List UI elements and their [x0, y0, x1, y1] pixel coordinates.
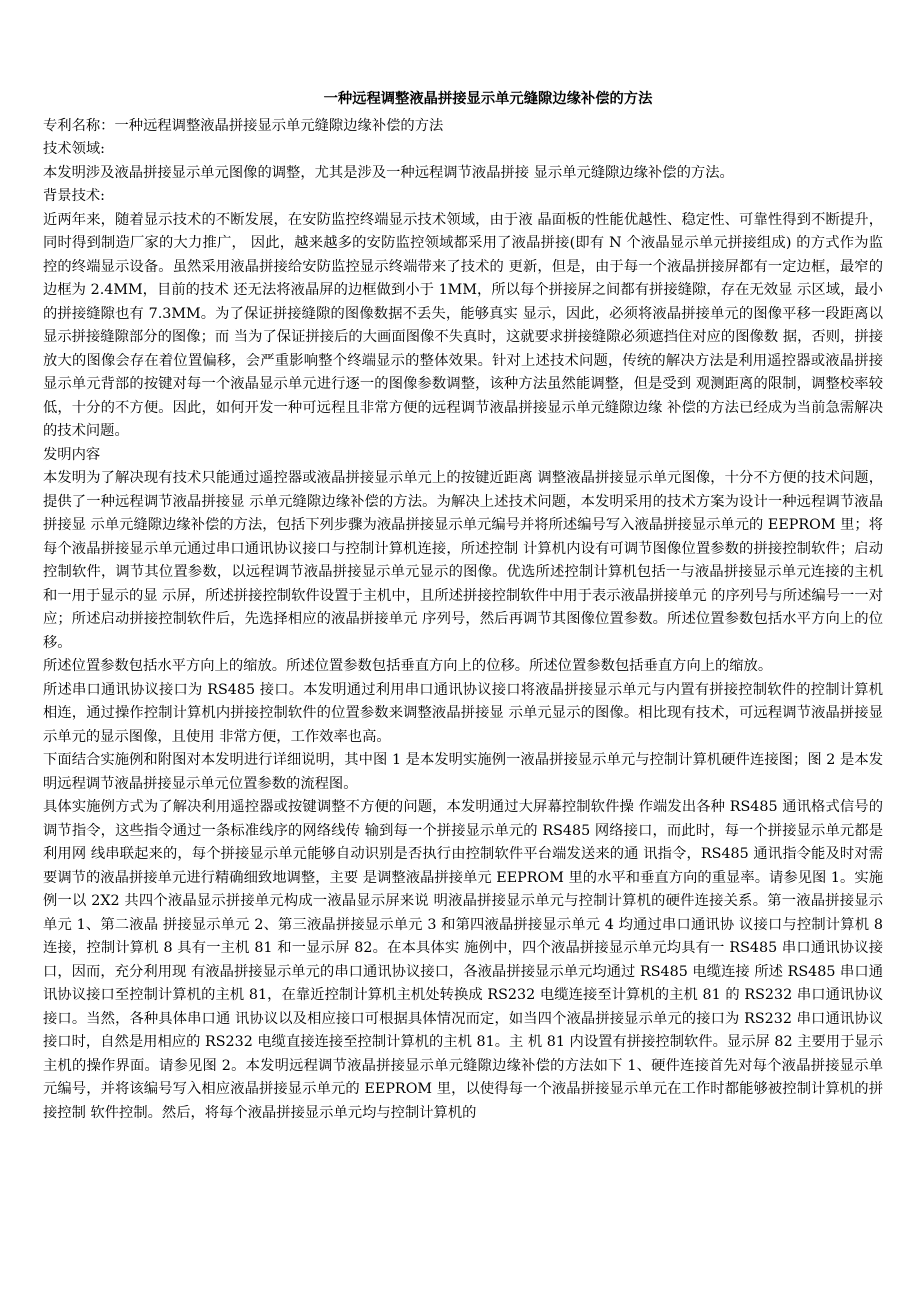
- patent-name: 专利名称：一种远程调整液晶拼接显示单元缝隙边缘补偿的方法: [43, 117, 444, 134]
- field-heading: 技术领域:: [43, 141, 106, 157]
- embodiment-paragraph: 具体实施例方式为了解决利用遥控器或按键调整不方便的问题，本发明通过大屏幕控制软件操 作端发出各种 RS485 通讯格式信号的调节指令，这些指令通过一条标准线序的网络线传 输到每一个拼接显示单元的 RS485 网络接口，而此时，每一个拼接显示单元都是利用网 线串联起来的，每个拼接显示单元能够自动识别是否执行由控制软件平台端发送来的通 讯指令，RS485 通讯指令能及时对需要调节的液晶拼接单元进行精确细致地调整，主要 是调整液晶拼接单元 EEPROM 里的水平和垂直方向的重显率。请参见图 1。实施例一以 2X2 共四个液晶显示拼接单元构成一液晶显示屏来说 明液晶拼接显示单元与控制计算机的硬件连接关系。第一液晶拼接显示单元 1、第二液晶 拼接显示单元 2、第三液晶拼接显示单元 3 和第四液晶拼接显示单元 4 均通过串口通讯协 议接口与控制计算机 8 连接，控制计算机 8 具有一主机 81 和一显示屏 82。在本具体实 施例中，四个液晶拼接显示单元均具有一 RS485 串口通讯协议接口，因而，充分利用现 有液晶拼接显示单元的串口通讯协议接口，各液晶拼接显示单元均通过 RS485 电缆连接 所述 RS485 串口通讯协议接口至控制计算机的主机 81，在靠近控制计算机主机处转换成 RS232 电缆连接至计算机的主机 81 的 RS232 串口通讯协议接口。当然，各种具体串口通 讯协议以及相应接口可根据具体情况而定，如当四个液晶拼接显示单元的接口为 RS232 串口通讯协议接口时，自然是用相应的 RS232 电缆直接连接至控制计算机的主机 81。主 机 81 内设置有拼接控制软件。显示屏 82 主要用于显示主机的操作界面。请参见图 2。本发明远程调节液晶拼接显示单元缝隙边缘补偿的方法如下 1、硬件连接首先对每个液晶拼接显示单元编号，并将该编号写入相应液晶拼接显示单元的 EEPROM 里，以使得每一个液晶拼接显示单元在工作时都能够被控制计算机的拼接控制 软件控制。然后，将每个液晶拼接显示单元均与控制计算机的: [43, 799, 883, 1121]
- invention-paragraph-3: 所述串口通讯协议接口为 RS485 接口。本发明通过利用串口通讯协议接口将液晶拼接显示单元与内置有拼接控制软件的控制计算机相连，通过操作控制计算机内拼接控制软件的位置参数来调整液晶拼接显 示单元显示的图像。相比现有技术，可远程调节液晶拼接显示单元的显示图像，且使用 非常方便，工作效率也高。: [43, 681, 883, 745]
- document-title: 一种远程调整液晶拼接显示单元缝隙边缘补偿的方法: [323, 91, 653, 107]
- background-paragraph: 近两年来，随着显示技术的不断发展，在安防监控终端显示技术领域，由于液 晶面板的性能优越性、稳定性、可靠性得到不断提升，同时得到制造厂家的大力推广， 因此，越来越多的安防监控领域都采用了液晶拼接(即有 N 个液晶显示单元拼接组成) 的方式作为监控的终端显示设备。虽然采用液晶拼接给安防监控显示终端带来了技术的 更新，但是，由于每一个液晶拼接屏都有一定边框，最窄的边框为 2.4MM，目前的技术 还无法将液晶屏的边框做到小于 1MM，所以每个拼接屏之间都有拼接缝隙，存在无效显 示区域，最小的拼接缝隙也有 7.3MM。为了保证拼接缝隙的图像数据不丢失，能够真实 显示，因此，必须将液晶拼接单元的图像平移一段距离以显示拼接缝隙部分的图像；而 当为了保证拼接后的大画面图像不失真时，这就要求拼接缝隙必须遮挡住对应的图像数 据，否则，拼接放大的图像会存在着位置偏移，会严重影响整个终端显示的整体效果。针对上述技术问题，传统的解决方法是利用遥控器或液晶拼接显示单元背部的按键对每一个液晶显示单元进行逐一的图像参数调整，该种方法虽然能调整，但是受到 观测距离的限制，调整校率较低，十分的不方便。因此，如何开发一种可远程且非常方便的远程调节液晶拼接显示单元缝隙边缘 补偿的方法已经成为当前急需解决的技术问题。: [43, 211, 883, 439]
- background-heading: 背景技术:: [43, 188, 106, 204]
- invention-paragraph: 本发明为了解决现有技术只能通过遥控器或液晶拼接显示单元上的按键近距离 调整液晶拼接显示单元图像，十分不方便的技术问题，提供了一种远程调节液晶拼接显 示单元缝隙边缘补偿的方法。为解决上述技术问题，本发明采用的技术方案为设计一种远程调节液晶拼接显 示单元缝隙边缘补偿的方法，包括下列步骤为液晶拼接显示单元编号并将所述编号写入液晶拼接显示单元的 EEPROM 里；将每个液晶拼接显示单元通过串口通讯协议接口与控制计算机连接，所述控制 计算机内设有可调节图像位置参数的拼接控制软件；启动控制软件，调节其位置参数，以远程调节液晶拼接显示单元显示的图像。优选所述控制计算机包括一与液晶拼接显示单元连接的主机和一用于显示的显 示屏，所述拼接控制软件设置于主机中，且所述拼接控制软件中用于表示液晶拼接单元 的序列号与所述编号一一对应；所述启动拼接控制软件后，先选择相应的液晶拼接单元 序列号，然后再调节其图像位置参数。所述位置参数包括水平方向上的位移。: [43, 470, 883, 651]
- document-page: [43, 88, 883, 1125]
- invention-paragraph-2: 所述位置参数包括水平方向上的缩放。所述位置参数包括垂直方向上的位移。所述位置参数包括垂直方向上的缩放。: [43, 658, 773, 674]
- figures-paragraph: 下面结合实施例和附图对本发明进行详细说明，其中图 1 是本发明实施例一液晶拼接显示单元与控制计算机硬件连接图；图 2 是本发明远程调节液晶拼接显示单元位置参数的流程图。: [43, 752, 883, 792]
- field-paragraph: 本发明涉及液晶拼接显示单元图像的调整，尤其是涉及一种远程调节液晶拼接 显示单元缝隙边缘补偿的方法。: [43, 164, 734, 181]
- invention-heading: 发明内容: [43, 446, 101, 463]
